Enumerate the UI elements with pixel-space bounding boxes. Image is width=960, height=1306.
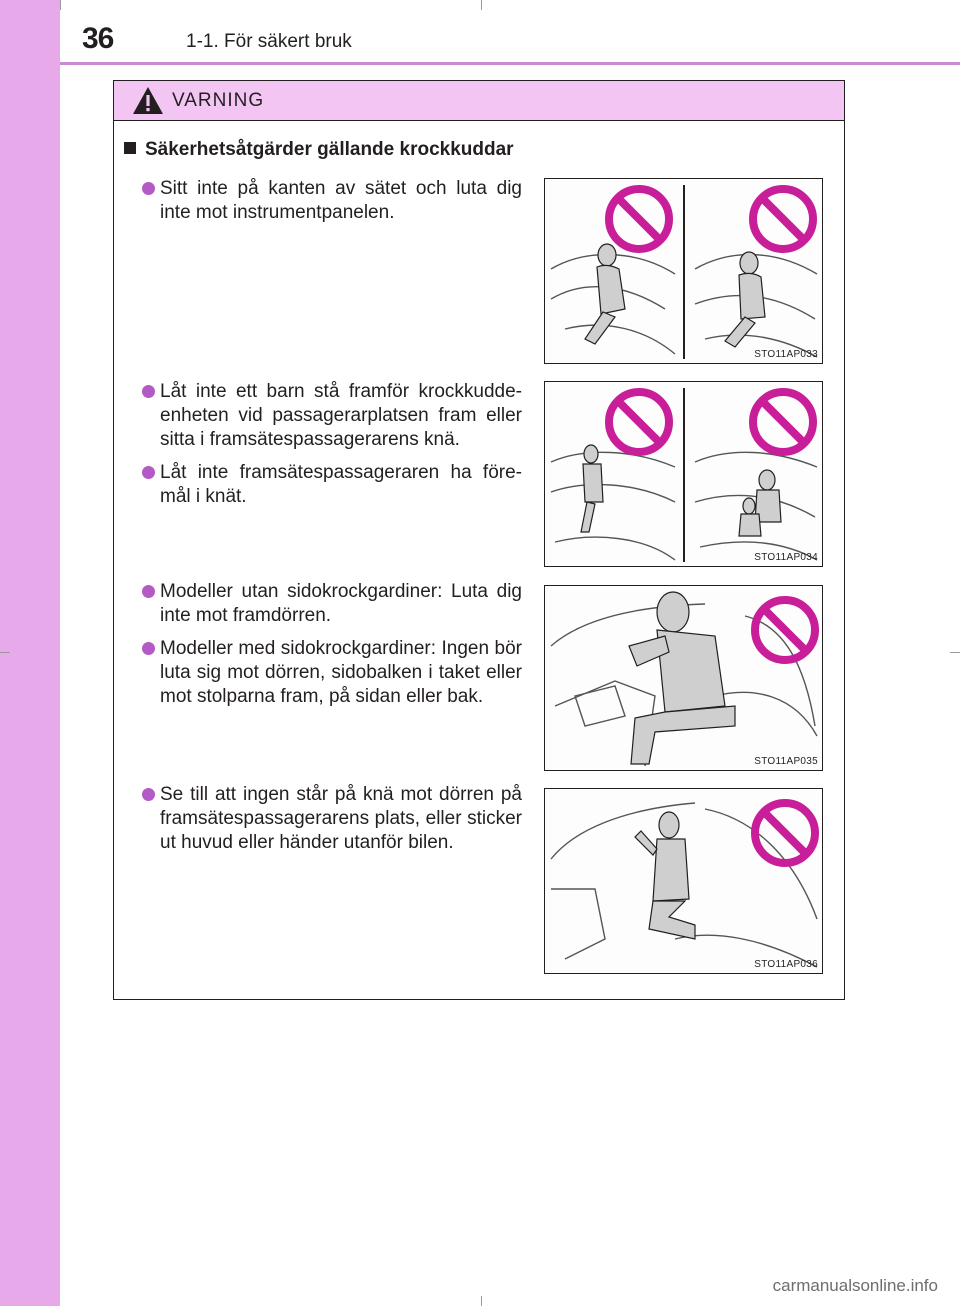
- illustration-leaning-door: [544, 585, 823, 771]
- warning-header: [114, 81, 844, 121]
- crop-mark: [481, 0, 482, 10]
- warning-triangle-icon: [132, 86, 164, 115]
- illustration-drawing: [545, 586, 824, 772]
- list-item: Låt inte ett barn stå framför krockkudde-enheten vid passagerarplatsen fram eller sitta i framsätespassagerarens knä.: [126, 380, 522, 452]
- section-title: 1-1. För säkert bruk: [186, 31, 352, 52]
- sub-heading-text: Säkerhetsåtgärder gällande krockkuddar: [145, 139, 514, 160]
- illustration-sitting-edge: [544, 178, 823, 364]
- left-margin-band: [0, 0, 60, 1306]
- bullet-dot-icon: [142, 642, 155, 655]
- illustration-drawing: [545, 382, 824, 568]
- figure-code: STO11AP033: [754, 349, 818, 360]
- crop-mark: [60, 0, 61, 10]
- figure-code: STO11AP036: [754, 959, 818, 970]
- bullet-dot-icon: [142, 466, 155, 479]
- list-item: Modeller utan sidokrockgardiner: Luta dig inte mot framdörren.: [126, 580, 522, 628]
- list-item: Låt inte framsätespassageraren ha före-mål i knät.: [126, 461, 522, 509]
- crop-mark: [481, 1296, 482, 1306]
- watermark: carmanualsonline.info: [772, 1276, 938, 1295]
- list-item: Modeller med sidokrockgardiner: Ingen bör luta sig mot dörren, sidobalken i taket eller mot stolparna fram, på sidan eller bak.: [126, 637, 522, 709]
- illustration-drawing: [545, 789, 824, 975]
- illustration-kneeling: [544, 788, 823, 974]
- sub-heading: [124, 139, 514, 161]
- warning-box: [113, 80, 845, 1000]
- bullet-dot-icon: [142, 385, 155, 398]
- crop-mark: [0, 652, 10, 653]
- list-item: Se till att ingen står på knä mot dörren på framsätespassagerarens plats, eller sticker ut huvud eller händer utanför bilen.: [126, 783, 522, 855]
- header-rule: [60, 62, 960, 65]
- list-item: Sitt inte på kanten av sätet och luta dig inte mot instrumentpanelen.: [126, 177, 522, 225]
- square-bullet-icon: [124, 142, 136, 154]
- bullet-group-2: [126, 380, 522, 518]
- bullet-dot-icon: [142, 788, 155, 801]
- figure-code: STO11AP035: [754, 756, 818, 767]
- bullet-group-1: [126, 177, 522, 234]
- page-number: 36: [82, 22, 114, 55]
- bullet-dot-icon: [142, 585, 155, 598]
- illustration-child-standing: [544, 381, 823, 567]
- bullet-group-4: [126, 783, 522, 864]
- warning-label: VARNING: [172, 90, 265, 111]
- bullet-dot-icon: [142, 182, 155, 195]
- illustration-drawing: [545, 179, 824, 365]
- figure-code: STO11AP034: [754, 552, 818, 563]
- crop-mark: [950, 652, 960, 653]
- bullet-group-3: [126, 580, 522, 718]
